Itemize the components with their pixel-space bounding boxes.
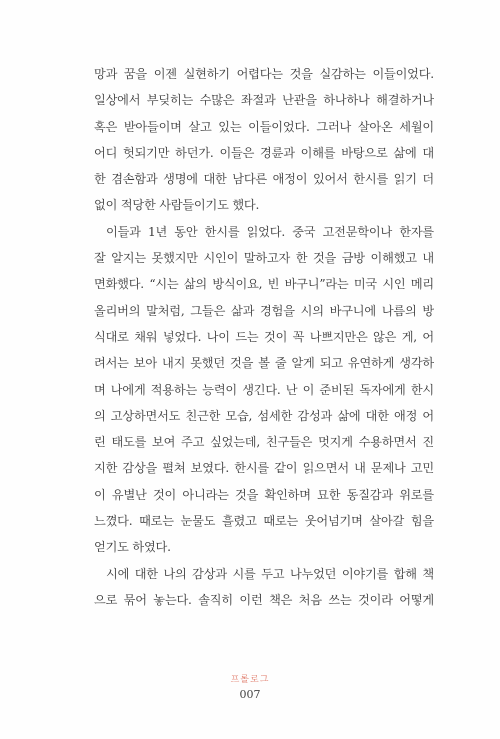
text-line: 린 태도를 보여 주고 싶었는데, 친구들은 멋지게 수용하면서 진 — [94, 435, 434, 450]
paragraph-first-line: 이들과 1년 동안 한시를 읽었다. 중국 고전문학이나 한자를 — [106, 224, 434, 239]
text-line: 으로 묶어 놓는다. 솔직히 이런 책은 처음 쓰는 것이라 어떻게 — [94, 592, 434, 607]
text-line: 식대로 채워 넣었다. 나이 드는 것이 꼭 나쁘지만은 않은 게, 어 — [94, 329, 434, 344]
text-line: 잘 알지는 못했지만 시인이 말하고자 한 것을 금방 이해했고 내 — [94, 251, 434, 266]
text-line: 일상에서 부딪히는 수많은 좌절과 난관을 하나하나 해결하거나 — [94, 93, 434, 108]
text-line: 얻기도 하였다. — [94, 540, 171, 555]
text-line: 어디 헛되기만 하던가. 이들은 경륜과 이해를 바탕으로 삶에 대 — [94, 145, 434, 160]
text-line: 의 고상하면서도 친근한 모습, 섬세한 감성과 삶에 대한 애정 어 — [94, 408, 434, 423]
text-line: 망과 꿈을 이젠 실현하기 어렵다는 것을 실감하는 이들이었다. — [94, 67, 434, 81]
page-body — [94, 61, 434, 613]
text-line: 없이 적당한 사람들이기도 했다. — [94, 198, 260, 213]
text-line: 려서는 보아 내지 못했던 것을 볼 줄 알게 되고 유연하게 생각하 — [94, 356, 434, 371]
page-number: 007 — [239, 688, 261, 701]
text-line: 혹은 받아들이며 살고 있는 이들이었다. 그러나 살아온 세월이 — [94, 119, 434, 134]
text-line: 이 유별난 것이 아니라는 것을 확인하며 묘한 동질감과 위로를 — [94, 487, 434, 502]
text-line: 느꼈다. 때로는 눈물도 흘렸고 때로는 웃어넘기며 살아갈 힘을 — [94, 514, 434, 529]
text-line: 지한 감상을 펼쳐 보였다. 한시를 같이 읽으면서 내 문제나 고민 — [94, 461, 434, 476]
running-head: 프롤로그 — [230, 675, 270, 685]
text-line: 며 나에게 적용하는 능력이 생긴다. 난 이 준비된 독자에게 한시 — [94, 382, 434, 397]
paragraph-first-line: 시에 대한 나의 감상과 시를 두고 나누었던 이야기를 합해 책 — [106, 566, 434, 581]
text-line: 면화했다. “시는 삶의 방식이요, 빈 바구니”라는 미국 시인 메리 — [94, 277, 434, 292]
text-line: 올리버의 말처럼, 그들은 삶과 경험을 시의 바구니에 나름의 방 — [94, 303, 434, 318]
text-line: 한 겸손함과 생명에 대한 남다른 애정이 있어서 한시를 읽기 더 — [94, 172, 434, 187]
